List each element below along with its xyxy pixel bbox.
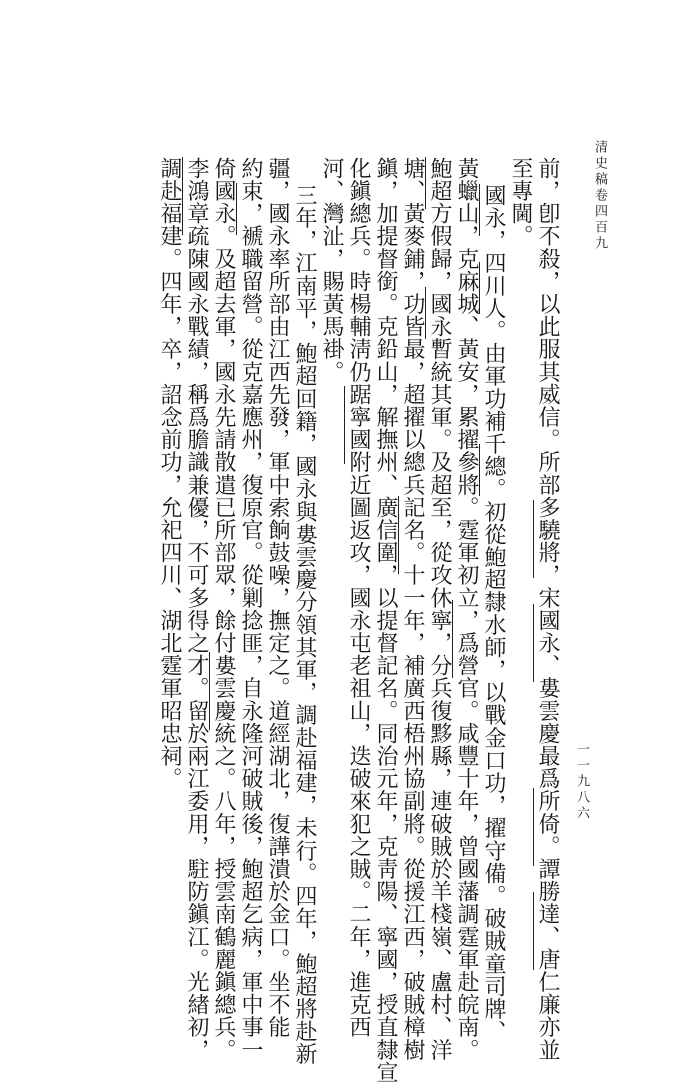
proper-name-mark — [425, 157, 426, 209]
text-column: 鎭，加提督銜。克鉛山，解撫州、廣信圍，以提督記名。同治元年，克靑陽、寧國，授直隸宣 — [373, 157, 398, 1084]
text-column: 三年，江南平，鮑超回籍，國永與婁雲慶分領其軍，調赴福建，未行。四年，鮑超將赴新 — [292, 184, 317, 1066]
page-number: 一一九八六 — [574, 742, 589, 822]
proper-name-mark — [236, 183, 237, 235]
proper-name-mark — [479, 444, 480, 496]
text-column: 鮑超方假歸，國永暫統其軍。及超至，從攻休寧，分兵復黟縣，連破賊於羊棧嶺、盧村、洋 — [427, 157, 452, 1061]
text-column: 約束，褫職留營。從克嘉應州，復原官。從剿捻匪，自永隆河破賊後，鮑超乞病，軍中事一 — [238, 157, 263, 1061]
proper-name-mark — [533, 788, 534, 866]
proper-name-mark — [533, 892, 534, 970]
text-column: 前，卽不殺，以此服其威信。所部多驍將，宋國永、婁雲慶最爲所倚。譚勝達、唐仁廉亦並 — [535, 157, 560, 1061]
text-column: 化鎭總兵。時楊輔淸仍踞寧國附近圖返攻，國永屯老祖山，迭破來犯之賊。二年，進克西 — [346, 157, 371, 1039]
proper-name-mark — [209, 652, 210, 730]
text-column: 塘、黃麥鋪，功皆最，超擢以總兵記名。十一年，補廣西梧州協副將。從援江西，破賊樟樹 — [400, 157, 425, 1061]
proper-name-mark — [452, 600, 453, 678]
text-column: 黃蠟山，克麻城、黃安，累擢參將。霆軍初立，爲營官。咸豐十年，曾國藩調霆軍赴皖南。 — [454, 157, 479, 1061]
proper-name-mark — [479, 262, 480, 314]
proper-name-mark — [182, 157, 183, 235]
text-column: 至專閫。 — [508, 157, 533, 248]
text-column: 河、灣沚，賜黃馬褂。 — [319, 157, 344, 383]
text-column: 疆，國永率所部由江西先發，軍中索餉鼓噪，撫定之。道經湖北，復譁潰於金口。坐不能 — [265, 157, 290, 1039]
proper-name-mark — [533, 500, 534, 578]
text-column: 李鴻章疏陳國永戰績，稱爲膽識兼優，不可多得之才。留於兩江委用，駐防鎭江。光緖初， — [184, 157, 209, 1061]
text-column: 調赴福建。四年，卒，詔念前功，允祀四川、湖北霆軍昭忠祠。 — [157, 157, 182, 790]
running-title: 清史稿卷四百九 — [592, 140, 607, 252]
text-column: 倚國永。及超去軍，國永先請散遣已所部眾，餘付婁雲慶統之。八年，授雲南鶴麗鎭總兵。 — [211, 157, 236, 1061]
proper-name-mark — [533, 604, 534, 682]
proper-name-mark — [398, 496, 399, 574]
proper-name-mark — [479, 184, 480, 236]
text-column: 國永，四川人。由軍功補千總。初從鮑超隸水師，以戰金口功，擢守備。破賊童司牌、 — [481, 184, 506, 1043]
proper-name-mark — [425, 287, 426, 339]
proper-name-mark — [344, 386, 345, 464]
